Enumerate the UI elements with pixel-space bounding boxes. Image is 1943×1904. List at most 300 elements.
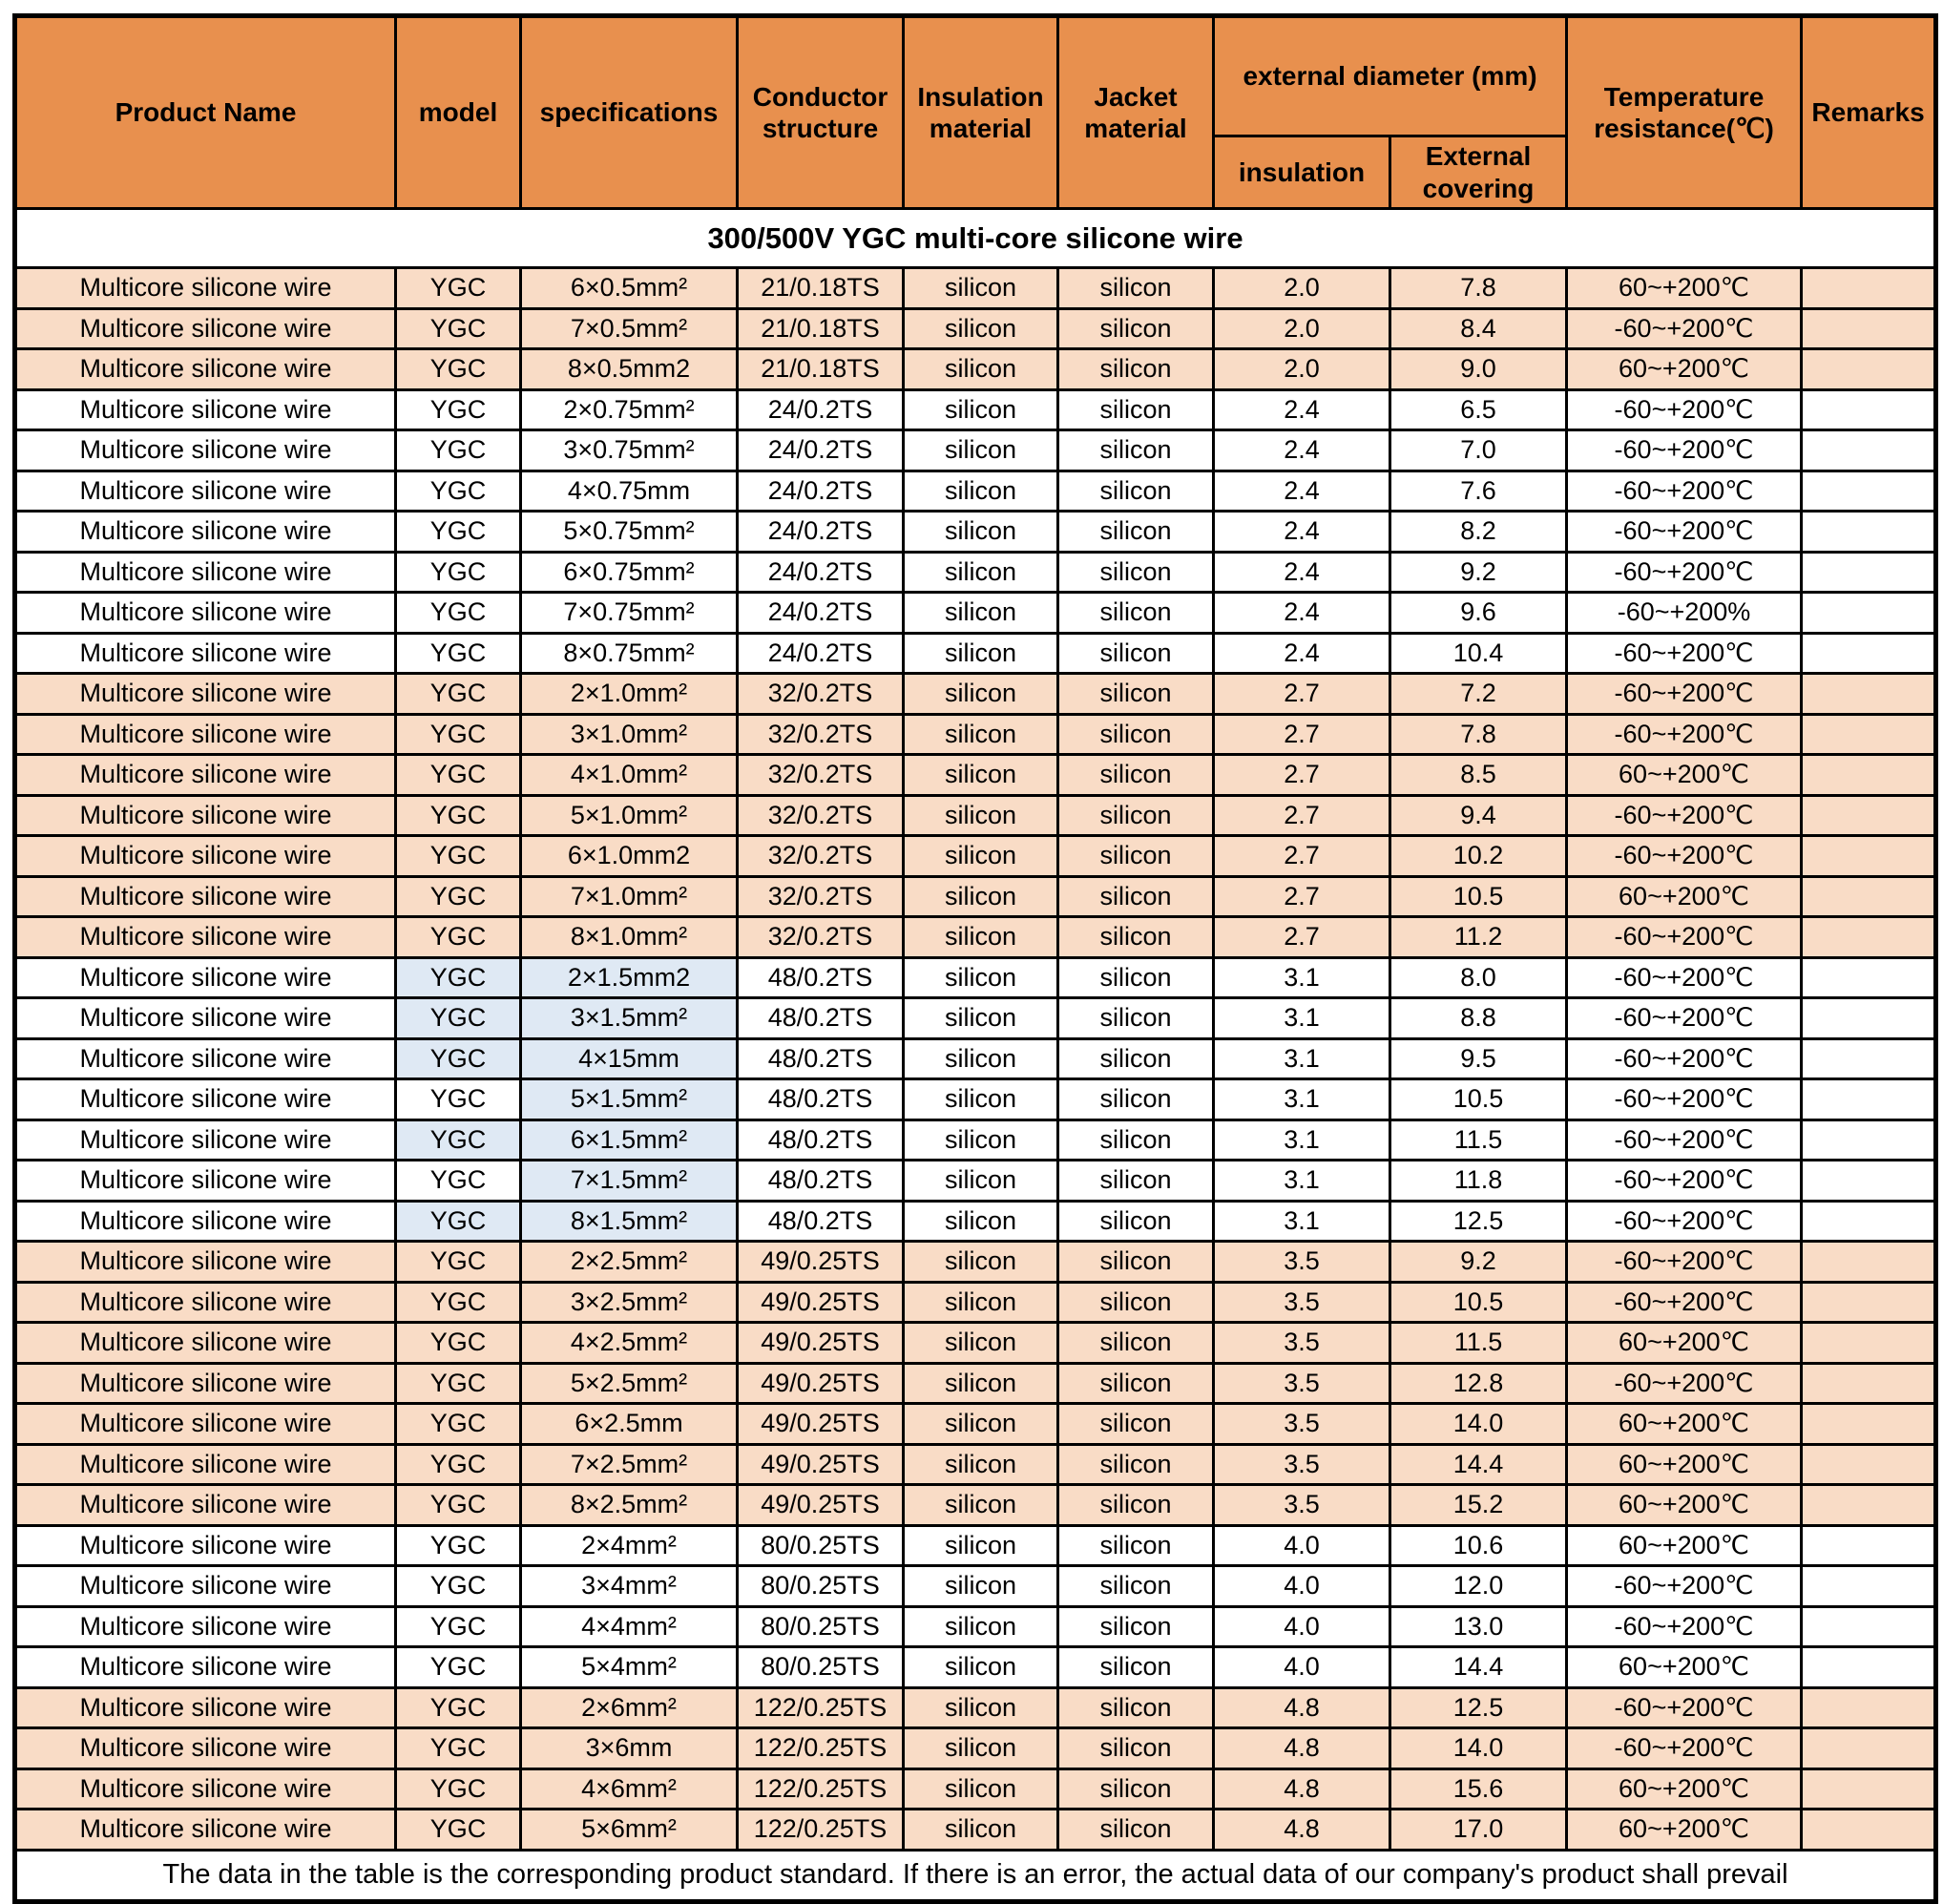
cell-jacket-material: silicon [1058, 1119, 1214, 1161]
cell-jacket-material: silicon [1058, 389, 1214, 430]
cell-temperature-resistance: -60~+200℃ [1567, 957, 1802, 998]
cell-conductor-structure: 21/0.18TS [738, 349, 904, 390]
cell-insulation-material: silicon [904, 1119, 1058, 1161]
cell-insulation-material: silicon [904, 714, 1058, 755]
cell-external-covering-diameter: 10.4 [1390, 633, 1567, 674]
cell-external-covering-diameter: 12.5 [1390, 1201, 1567, 1242]
cell-remarks [1802, 917, 1936, 958]
cell-insulation-diameter: 3.5 [1214, 1363, 1390, 1404]
cell-model: YGC [396, 1242, 521, 1283]
cell-remarks [1802, 389, 1936, 430]
cell-model: YGC [396, 389, 521, 430]
cell-external-covering-diameter: 7.0 [1390, 430, 1567, 471]
cell-model: YGC [396, 552, 521, 593]
cell-conductor-structure: 48/0.2TS [738, 1079, 904, 1120]
cell-temperature-resistance: 60~+200℃ [1567, 1323, 1802, 1364]
cell-temperature-resistance: 60~+200℃ [1567, 349, 1802, 390]
cell-jacket-material: silicon [1058, 714, 1214, 755]
table-row [15, 1810, 1936, 1851]
cell-specifications: 3×1.0mm² [521, 714, 738, 755]
cell-insulation-material: silicon [904, 633, 1058, 674]
cell-conductor-structure: 24/0.2TS [738, 593, 904, 634]
cell-model: YGC [396, 1161, 521, 1202]
cell-conductor-structure: 32/0.2TS [738, 917, 904, 958]
cell-remarks [1802, 512, 1936, 553]
cell-external-covering-diameter: 8.0 [1390, 957, 1567, 998]
cell-specifications: 6×2.5mm [521, 1404, 738, 1445]
cell-remarks [1802, 1647, 1936, 1688]
cell-temperature-resistance: -60~+200℃ [1567, 836, 1802, 877]
cell-temperature-resistance: 60~+200℃ [1567, 1810, 1802, 1851]
cell-product-name: Multicore silicone wire [15, 1119, 396, 1161]
cell-product-name: Multicore silicone wire [15, 1566, 396, 1607]
cell-jacket-material: silicon [1058, 1485, 1214, 1526]
cell-jacket-material: silicon [1058, 917, 1214, 958]
table-row [15, 1566, 1936, 1607]
cell-product-name: Multicore silicone wire [15, 1444, 396, 1485]
cell-jacket-material: silicon [1058, 1687, 1214, 1728]
cell-insulation-diameter: 3.5 [1214, 1282, 1390, 1323]
cell-model: YGC [396, 795, 521, 836]
cell-temperature-resistance: -60~+200℃ [1567, 633, 1802, 674]
cell-remarks [1802, 308, 1936, 349]
cell-insulation-diameter: 2.7 [1214, 836, 1390, 877]
cell-insulation-material: silicon [904, 917, 1058, 958]
cell-specifications: 8×1.5mm² [521, 1201, 738, 1242]
cell-insulation-material: silicon [904, 1282, 1058, 1323]
col-header-external-diameter-group: external diameter (mm) [1214, 16, 1567, 136]
col-header-specifications: specifications [521, 16, 738, 209]
cell-specifications: 8×2.5mm² [521, 1485, 738, 1526]
cell-temperature-resistance: 60~+200℃ [1567, 1485, 1802, 1526]
cell-model: YGC [396, 430, 521, 471]
cell-model: YGC [396, 268, 521, 309]
product-spec-table [12, 13, 1938, 1904]
cell-remarks [1802, 1363, 1936, 1404]
cell-conductor-structure: 32/0.2TS [738, 795, 904, 836]
section-title: 300/500V YGC multi-core silicone wire [15, 209, 1936, 268]
cell-external-covering-diameter: 12.5 [1390, 1687, 1567, 1728]
cell-insulation-diameter: 3.1 [1214, 1201, 1390, 1242]
cell-remarks [1802, 957, 1936, 998]
table-row [15, 512, 1936, 553]
cell-external-covering-diameter: 13.0 [1390, 1606, 1567, 1647]
table-row [15, 755, 1936, 796]
cell-insulation-material: silicon [904, 795, 1058, 836]
cell-jacket-material: silicon [1058, 1161, 1214, 1202]
cell-temperature-resistance: -60~+200℃ [1567, 1282, 1802, 1323]
cell-insulation-diameter: 2.4 [1214, 471, 1390, 512]
table-row [15, 957, 1936, 998]
cell-external-covering-diameter: 8.4 [1390, 308, 1567, 349]
cell-product-name: Multicore silicone wire [15, 1242, 396, 1283]
cell-remarks [1802, 1282, 1936, 1323]
table-row [15, 795, 1936, 836]
cell-insulation-diameter: 2.7 [1214, 795, 1390, 836]
cell-specifications: 8×0.75mm² [521, 633, 738, 674]
cell-external-covering-diameter: 9.2 [1390, 552, 1567, 593]
cell-remarks [1802, 1444, 1936, 1485]
cell-model: YGC [396, 1647, 521, 1688]
table-row [15, 430, 1936, 471]
cell-insulation-diameter: 2.0 [1214, 268, 1390, 309]
cell-conductor-structure: 122/0.25TS [738, 1687, 904, 1728]
cell-insulation-diameter: 3.5 [1214, 1242, 1390, 1283]
cell-specifications: 4×6mm² [521, 1768, 738, 1810]
cell-remarks [1802, 1161, 1936, 1202]
cell-insulation-diameter: 4.0 [1214, 1606, 1390, 1647]
cell-external-covering-diameter: 12.8 [1390, 1363, 1567, 1404]
cell-specifications: 6×1.5mm² [521, 1119, 738, 1161]
cell-specifications: 2×0.75mm² [521, 389, 738, 430]
cell-temperature-resistance: -60~+200℃ [1567, 1242, 1802, 1283]
cell-conductor-structure: 32/0.2TS [738, 755, 904, 796]
cell-remarks [1802, 1768, 1936, 1810]
cell-temperature-resistance: -60~+200℃ [1567, 1201, 1802, 1242]
cell-conductor-structure: 21/0.18TS [738, 268, 904, 309]
cell-product-name: Multicore silicone wire [15, 755, 396, 796]
cell-insulation-diameter: 4.0 [1214, 1647, 1390, 1688]
cell-insulation-diameter: 2.4 [1214, 512, 1390, 553]
cell-temperature-resistance: -60~+200℃ [1567, 1728, 1802, 1769]
cell-remarks [1802, 1728, 1936, 1769]
cell-conductor-structure: 32/0.2TS [738, 836, 904, 877]
cell-insulation-material: silicon [904, 957, 1058, 998]
cell-product-name: Multicore silicone wire [15, 1323, 396, 1364]
cell-product-name: Multicore silicone wire [15, 917, 396, 958]
cell-specifications: 4×2.5mm² [521, 1323, 738, 1364]
cell-insulation-material: silicon [904, 876, 1058, 917]
cell-jacket-material: silicon [1058, 1404, 1214, 1445]
col-header-conductor-structure: Conductor structure [738, 16, 904, 209]
cell-jacket-material: silicon [1058, 1810, 1214, 1851]
cell-conductor-structure: 80/0.25TS [738, 1566, 904, 1607]
cell-insulation-diameter: 2.4 [1214, 593, 1390, 634]
cell-external-covering-diameter: 14.4 [1390, 1647, 1567, 1688]
table-row [15, 268, 1936, 309]
cell-model: YGC [396, 1810, 521, 1851]
cell-jacket-material: silicon [1058, 755, 1214, 796]
cell-product-name: Multicore silicone wire [15, 1282, 396, 1323]
cell-jacket-material: silicon [1058, 876, 1214, 917]
cell-specifications: 5×4mm² [521, 1647, 738, 1688]
cell-insulation-diameter: 2.4 [1214, 633, 1390, 674]
cell-insulation-material: silicon [904, 593, 1058, 634]
cell-model: YGC [396, 512, 521, 553]
cell-product-name: Multicore silicone wire [15, 308, 396, 349]
cell-conductor-structure: 49/0.25TS [738, 1444, 904, 1485]
cell-insulation-diameter: 3.1 [1214, 1161, 1390, 1202]
cell-jacket-material: silicon [1058, 1282, 1214, 1323]
cell-conductor-structure: 49/0.25TS [738, 1485, 904, 1526]
cell-product-name: Multicore silicone wire [15, 795, 396, 836]
table-row [15, 1079, 1936, 1120]
table-row [15, 1485, 1936, 1526]
cell-insulation-material: silicon [904, 1485, 1058, 1526]
cell-external-covering-diameter: 11.5 [1390, 1323, 1567, 1364]
col-header-model: model [396, 16, 521, 209]
cell-conductor-structure: 122/0.25TS [738, 1728, 904, 1769]
cell-temperature-resistance: -60~+200℃ [1567, 389, 1802, 430]
cell-product-name: Multicore silicone wire [15, 1647, 396, 1688]
cell-model: YGC [396, 1282, 521, 1323]
cell-temperature-resistance: -60~+200℃ [1567, 1566, 1802, 1607]
cell-remarks [1802, 1566, 1936, 1607]
cell-external-covering-diameter: 12.0 [1390, 1566, 1567, 1607]
cell-insulation-material: silicon [904, 1810, 1058, 1851]
cell-insulation-material: silicon [904, 1606, 1058, 1647]
cell-specifications: 4×0.75mm [521, 471, 738, 512]
cell-jacket-material: silicon [1058, 268, 1214, 309]
cell-specifications: 7×0.75mm² [521, 593, 738, 634]
cell-product-name: Multicore silicone wire [15, 1810, 396, 1851]
cell-insulation-diameter: 3.5 [1214, 1485, 1390, 1526]
cell-model: YGC [396, 1363, 521, 1404]
cell-external-covering-diameter: 9.4 [1390, 795, 1567, 836]
cell-external-covering-diameter: 15.6 [1390, 1768, 1567, 1810]
cell-external-covering-diameter: 10.6 [1390, 1525, 1567, 1566]
table-row [15, 1038, 1936, 1079]
cell-temperature-resistance: 60~+200℃ [1567, 876, 1802, 917]
cell-jacket-material: silicon [1058, 1525, 1214, 1566]
cell-jacket-material: silicon [1058, 471, 1214, 512]
cell-temperature-resistance: -60~+200℃ [1567, 714, 1802, 755]
cell-insulation-diameter: 3.1 [1214, 1038, 1390, 1079]
cell-conductor-structure: 24/0.2TS [738, 512, 904, 553]
cell-model: YGC [396, 1687, 521, 1728]
cell-specifications: 7×1.0mm² [521, 876, 738, 917]
table-row [15, 1687, 1936, 1728]
cell-insulation-material: silicon [904, 674, 1058, 715]
cell-jacket-material: silicon [1058, 998, 1214, 1039]
col-header-temperature-resistance: Temperature resistance(℃) [1567, 16, 1802, 209]
cell-model: YGC [396, 876, 521, 917]
cell-conductor-structure: 48/0.2TS [738, 998, 904, 1039]
cell-product-name: Multicore silicone wire [15, 836, 396, 877]
cell-insulation-material: silicon [904, 1323, 1058, 1364]
table-footer [15, 1850, 1936, 1901]
cell-conductor-structure: 32/0.2TS [738, 674, 904, 715]
cell-specifications: 5×1.5mm² [521, 1079, 738, 1120]
cell-model: YGC [396, 349, 521, 390]
cell-insulation-material: silicon [904, 308, 1058, 349]
cell-remarks [1802, 633, 1936, 674]
cell-external-covering-diameter: 9.6 [1390, 593, 1567, 634]
cell-jacket-material: silicon [1058, 430, 1214, 471]
cell-model: YGC [396, 1566, 521, 1607]
cell-remarks [1802, 1079, 1936, 1120]
cell-external-covering-diameter: 7.2 [1390, 674, 1567, 715]
cell-model: YGC [396, 1079, 521, 1120]
cell-specifications: 2×4mm² [521, 1525, 738, 1566]
cell-temperature-resistance: -60~+200% [1567, 593, 1802, 634]
table-row [15, 633, 1936, 674]
cell-temperature-resistance: -60~+200℃ [1567, 795, 1802, 836]
cell-remarks [1802, 1485, 1936, 1526]
cell-external-covering-diameter: 9.0 [1390, 349, 1567, 390]
cell-insulation-diameter: 3.1 [1214, 1079, 1390, 1120]
col-header-insulation-diameter: insulation [1214, 136, 1390, 209]
cell-jacket-material: silicon [1058, 1038, 1214, 1079]
cell-jacket-material: silicon [1058, 1768, 1214, 1810]
cell-conductor-structure: 24/0.2TS [738, 430, 904, 471]
cell-external-covering-diameter: 14.0 [1390, 1404, 1567, 1445]
cell-temperature-resistance: 60~+200℃ [1567, 755, 1802, 796]
cell-jacket-material: silicon [1058, 836, 1214, 877]
cell-product-name: Multicore silicone wire [15, 876, 396, 917]
cell-insulation-material: silicon [904, 1566, 1058, 1607]
cell-external-covering-diameter: 9.5 [1390, 1038, 1567, 1079]
cell-external-covering-diameter: 15.2 [1390, 1485, 1567, 1526]
col-header-external-covering-diameter: External covering [1390, 136, 1567, 209]
cell-temperature-resistance: -60~+200℃ [1567, 308, 1802, 349]
cell-model: YGC [396, 998, 521, 1039]
cell-insulation-diameter: 2.4 [1214, 389, 1390, 430]
cell-specifications: 7×1.5mm² [521, 1161, 738, 1202]
table-row [15, 674, 1936, 715]
cell-insulation-material: silicon [904, 1201, 1058, 1242]
cell-product-name: Multicore silicone wire [15, 998, 396, 1039]
cell-model: YGC [396, 1201, 521, 1242]
cell-specifications: 4×1.0mm² [521, 755, 738, 796]
cell-insulation-diameter: 2.4 [1214, 430, 1390, 471]
cell-conductor-structure: 48/0.2TS [738, 1201, 904, 1242]
cell-external-covering-diameter: 6.5 [1390, 389, 1567, 430]
cell-insulation-material: silicon [904, 1161, 1058, 1202]
cell-specifications: 3×4mm² [521, 1566, 738, 1607]
cell-temperature-resistance: 60~+200℃ [1567, 1647, 1802, 1688]
cell-model: YGC [396, 674, 521, 715]
cell-remarks [1802, 1119, 1936, 1161]
cell-conductor-structure: 24/0.2TS [738, 552, 904, 593]
cell-external-covering-diameter: 10.2 [1390, 836, 1567, 877]
cell-remarks [1802, 1038, 1936, 1079]
cell-conductor-structure: 122/0.25TS [738, 1810, 904, 1851]
cell-temperature-resistance: 60~+200℃ [1567, 1768, 1802, 1810]
table-row [15, 1728, 1936, 1769]
cell-jacket-material: silicon [1058, 1728, 1214, 1769]
cell-insulation-material: silicon [904, 1242, 1058, 1283]
table-row [15, 308, 1936, 349]
cell-model: YGC [396, 1038, 521, 1079]
cell-jacket-material: silicon [1058, 957, 1214, 998]
cell-insulation-diameter: 3.1 [1214, 998, 1390, 1039]
cell-insulation-material: silicon [904, 998, 1058, 1039]
cell-conductor-structure: 48/0.2TS [738, 957, 904, 998]
cell-remarks [1802, 1687, 1936, 1728]
cell-conductor-structure: 32/0.2TS [738, 714, 904, 755]
cell-conductor-structure: 48/0.2TS [738, 1161, 904, 1202]
cell-temperature-resistance: 60~+200℃ [1567, 1404, 1802, 1445]
cell-model: YGC [396, 471, 521, 512]
cell-product-name: Multicore silicone wire [15, 1525, 396, 1566]
cell-model: YGC [396, 1444, 521, 1485]
cell-jacket-material: silicon [1058, 674, 1214, 715]
cell-insulation-material: silicon [904, 1728, 1058, 1769]
table-row [15, 1119, 1936, 1161]
cell-jacket-material: silicon [1058, 1201, 1214, 1242]
table-row [15, 593, 1936, 634]
cell-remarks [1802, 998, 1936, 1039]
cell-remarks [1802, 552, 1936, 593]
cell-insulation-diameter: 4.8 [1214, 1687, 1390, 1728]
cell-model: YGC [396, 1525, 521, 1566]
cell-remarks [1802, 755, 1936, 796]
cell-conductor-structure: 24/0.2TS [738, 471, 904, 512]
cell-insulation-material: silicon [904, 512, 1058, 553]
cell-model: YGC [396, 593, 521, 634]
cell-remarks [1802, 714, 1936, 755]
cell-jacket-material: silicon [1058, 1444, 1214, 1485]
cell-specifications: 6×0.75mm² [521, 552, 738, 593]
cell-external-covering-diameter: 11.5 [1390, 1119, 1567, 1161]
cell-temperature-resistance: -60~+200℃ [1567, 1038, 1802, 1079]
cell-remarks [1802, 1404, 1936, 1445]
cell-conductor-structure: 48/0.2TS [738, 1038, 904, 1079]
cell-external-covering-diameter: 9.2 [1390, 1242, 1567, 1283]
cell-specifications: 2×1.0mm² [521, 674, 738, 715]
cell-specifications: 6×1.0mm2 [521, 836, 738, 877]
cell-insulation-material: silicon [904, 1768, 1058, 1810]
cell-conductor-structure: 24/0.2TS [738, 389, 904, 430]
cell-model: YGC [396, 1485, 521, 1526]
cell-product-name: Multicore silicone wire [15, 1201, 396, 1242]
cell-insulation-diameter: 3.5 [1214, 1444, 1390, 1485]
cell-jacket-material: silicon [1058, 795, 1214, 836]
cell-insulation-material: silicon [904, 389, 1058, 430]
cell-jacket-material: silicon [1058, 633, 1214, 674]
cell-model: YGC [396, 1119, 521, 1161]
cell-model: YGC [396, 1728, 521, 1769]
cell-external-covering-diameter: 7.6 [1390, 471, 1567, 512]
cell-product-name: Multicore silicone wire [15, 1079, 396, 1120]
cell-external-covering-diameter: 11.8 [1390, 1161, 1567, 1202]
cell-temperature-resistance: -60~+200℃ [1567, 1119, 1802, 1161]
cell-product-name: Multicore silicone wire [15, 471, 396, 512]
table-row [15, 998, 1936, 1039]
cell-conductor-structure: 49/0.25TS [738, 1323, 904, 1364]
cell-specifications: 5×2.5mm² [521, 1363, 738, 1404]
cell-external-covering-diameter: 14.4 [1390, 1444, 1567, 1485]
col-header-jacket-material: Jacket material [1058, 16, 1214, 209]
table-row [15, 552, 1936, 593]
cell-remarks [1802, 1323, 1936, 1364]
cell-specifications: 2×1.5mm2 [521, 957, 738, 998]
cell-specifications: 8×0.5mm2 [521, 349, 738, 390]
cell-model: YGC [396, 1404, 521, 1445]
cell-model: YGC [396, 1768, 521, 1810]
cell-conductor-structure: 49/0.25TS [738, 1282, 904, 1323]
cell-external-covering-diameter: 10.5 [1390, 1079, 1567, 1120]
cell-insulation-material: silicon [904, 1363, 1058, 1404]
cell-remarks [1802, 876, 1936, 917]
cell-temperature-resistance: -60~+200℃ [1567, 512, 1802, 553]
cell-external-covering-diameter: 8.2 [1390, 512, 1567, 553]
cell-jacket-material: silicon [1058, 593, 1214, 634]
table-row [15, 1323, 1936, 1364]
cell-insulation-material: silicon [904, 1647, 1058, 1688]
cell-jacket-material: silicon [1058, 1566, 1214, 1607]
cell-jacket-material: silicon [1058, 308, 1214, 349]
cell-specifications: 4×4mm² [521, 1606, 738, 1647]
cell-insulation-diameter: 2.7 [1214, 674, 1390, 715]
cell-insulation-diameter: 3.1 [1214, 957, 1390, 998]
table-row [15, 1363, 1936, 1404]
cell-insulation-material: silicon [904, 349, 1058, 390]
cell-model: YGC [396, 1606, 521, 1647]
cell-temperature-resistance: 60~+200℃ [1567, 1525, 1802, 1566]
cell-specifications: 4×15mm [521, 1038, 738, 1079]
